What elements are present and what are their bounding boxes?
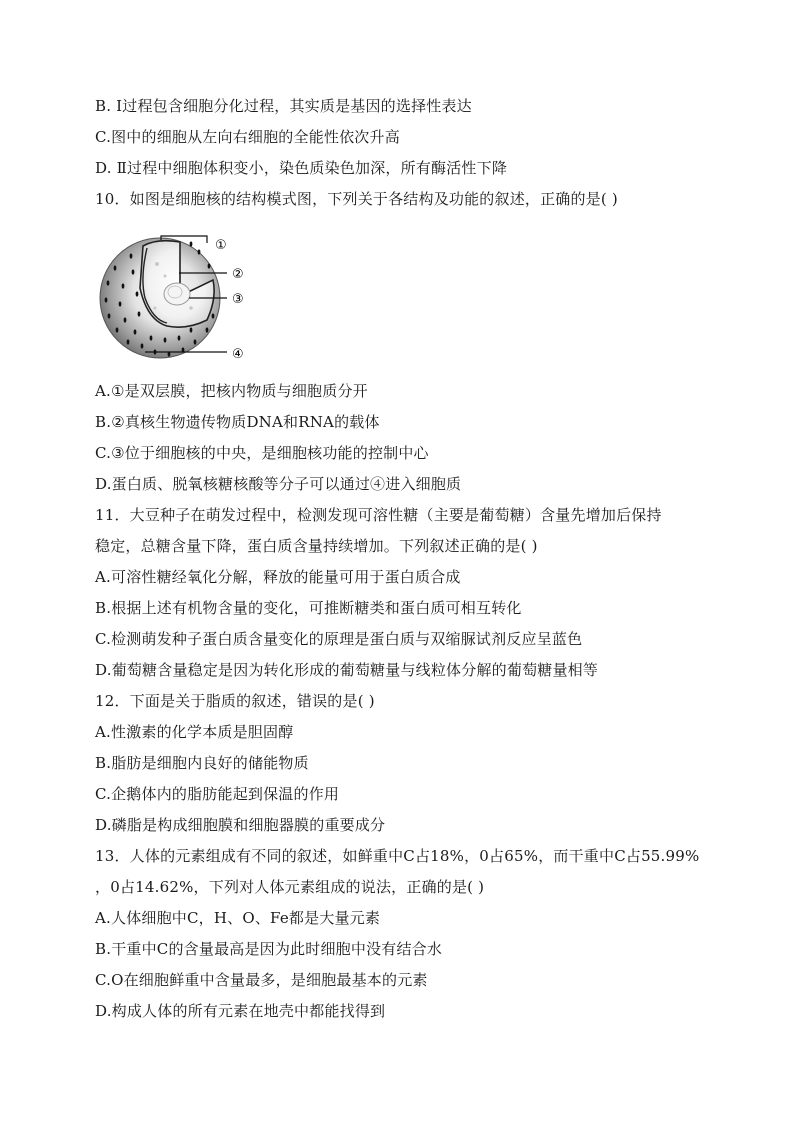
q11-option-a: A.可溶性糖经氧化分解，释放的能量可用于蛋白质合成 [95, 568, 461, 586]
label-3: ③ [232, 292, 244, 307]
q13-option-d: D.构成人体的所有元素在地壳中都能找得到 [95, 1002, 386, 1020]
label-1: ① [215, 238, 227, 253]
q10-option-c: C.③位于细胞核的中央，是细胞核功能的控制中心 [95, 444, 429, 462]
label-2: ② [232, 267, 244, 282]
q9-option-b: B. Ⅰ过程包含细胞分化过程，其实质是基因的选择性表达 [95, 97, 472, 115]
cell-nucleus-diagram [95, 228, 265, 368]
q9-option-c: C.图中的细胞从左向右细胞的全能性依次升高 [95, 128, 400, 146]
q13-stem-line1: 13．人体的元素组成有不同的叙述，如鲜重中C占18%，0占65%，而干重中C占55.99% [95, 847, 700, 865]
q9-option-d: D. Ⅱ过程中细胞体积变小，染色质染色加深，所有酶活性下降 [95, 159, 508, 177]
q12-option-b: B.脂肪是细胞内良好的储能物质 [95, 754, 309, 772]
q10-option-b: B.②真核生物遗传物质DNA和RNA的载体 [95, 413, 380, 431]
q10-option-d: D.蛋白质、脱氧核糖核酸等分子可以通过④进入细胞质 [95, 475, 462, 493]
q12-stem: 12．下面是关于脂质的叙述，错误的是( ) [95, 692, 375, 710]
q11-option-c: C.检测萌发种子蛋白质含量变化的原理是蛋白质与双缩脲试剂反应呈蓝色 [95, 630, 583, 648]
q13-option-c: C.O在细胞鲜重中含量最多，是细胞最基本的元素 [95, 971, 428, 989]
q11-option-b: B.根据上述有机物含量的变化，可推断糖类和蛋白质可相互转化 [95, 599, 522, 617]
q13-option-a: A.人体细胞中C，H、O、Fe都是大量元素 [95, 909, 381, 927]
q12-option-d: D.磷脂是构成细胞膜和细胞器膜的重要成分 [95, 816, 386, 834]
label-4: ④ [232, 347, 244, 362]
q12-option-c: C.企鹅体内的脂肪能起到保温的作用 [95, 785, 340, 803]
q10-option-a: A.①是双层膜，把核内物质与细胞质分开 [95, 382, 368, 400]
q13-option-b: B.干重中C的含量最高是因为此时细胞中没有结合水 [95, 940, 443, 958]
q11-stem-line1: 11．大豆种子在萌发过程中，检测发现可溶性糖（主要是葡萄糖）含量先增加后保持 [95, 506, 662, 524]
q12-option-a: A.性激素的化学本质是胆固醇 [95, 723, 294, 741]
q10-stem: 10．如图是细胞核的结构模式图，下列关于各结构及功能的叙述，正确的是( ) [95, 190, 618, 208]
q13-stem-line2: ，0占14.62%，下列对人体元素组成的说法，正确的是( ) [95, 878, 485, 896]
nucleus-svg [95, 228, 265, 368]
q11-stem-line2: 稳定，总糖含量下降，蛋白质含量持续增加。下列叙述正确的是( ) [95, 537, 538, 555]
q11-option-d: D.葡萄糖含量稳定是因为转化形成的葡萄糖量与线粒体分解的葡萄糖量相等 [95, 661, 599, 679]
